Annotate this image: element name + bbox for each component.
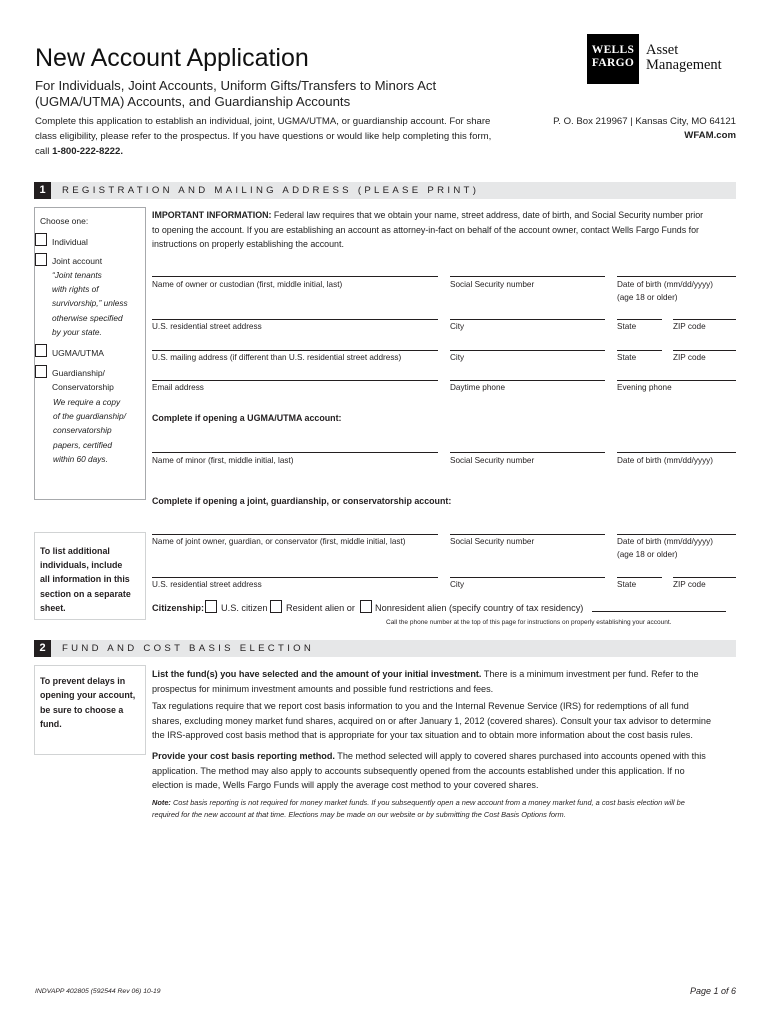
mailing-state-label: State [617, 353, 637, 362]
cost-basis-note: Note: Cost basis reporting is not required for money market funds. If you subsequently open a new account from a money market fund, a cost basis election will be required for the new account at that time. Elections may be made on our website or by submitting the Cost Basis Options form. [152, 798, 685, 819]
website[interactable]: WFAM.com [684, 130, 736, 141]
cost-basis-method-paragraph: Provide your cost basis reporting method. The method selected will apply to covered shares purchased into accounts opened with this application. The method may also apply to accounts subsequently opened from the accounts established under this application. If no election is made, Wells Fargo Funds will apply the average cost method to your covered shares. [152, 751, 706, 791]
state-line[interactable] [617, 319, 662, 320]
evening-phone-line[interactable] [617, 380, 736, 381]
owner-dob-label: Date of birth (mm/dd/yyyy) [617, 280, 713, 289]
form-identifier: INDVAPP 402805 (592544 Rev 06) 10-19 [35, 988, 161, 995]
guardianship-note: We require a copy of the guardianship/ conservatorship papers, certified within 60 days. [53, 397, 126, 464]
joint-state-label: State [617, 580, 637, 589]
joint-dob-line[interactable] [617, 534, 736, 535]
fund-selection-paragraph: List the fund(s) you have selected and the amount of your initial investment. There is a minimum investment per fund. Refer to the prospectus for minimum investment amounts and possible fund restrictions and fees. [152, 669, 699, 694]
owner-name-line[interactable] [152, 276, 438, 277]
nonresident-alien-checkbox[interactable] [360, 600, 372, 613]
tax-regulations-paragraph: Tax regulations require that we report cost basis information to you and the Internal Revenue Service (IRS) for redemptions of all fund shares, excluding money market fund shares, acquired on or after January 1, 2012 (covered shares). Consult your tax advisor to determine the IRS-approved cost basis method that is appropriate for your tax situation and to obtain more information about the cost basis rules. [152, 701, 712, 741]
mailing-zip-label: ZIP code [673, 353, 706, 362]
intro-line-3: call 1-800-222-8222. [35, 146, 124, 157]
important-information: IMPORTANT INFORMATION: Federal law requires that we obtain your name, street address, date of birth, and Social Security number prior to opening the account. If you are establishing an account as attorney-in-fact on behalf of the account owner, contact Wells Fargo Funds for instructions on properly establishing the account. [152, 210, 704, 249]
minor-dob-line[interactable] [617, 452, 736, 453]
joint-state-line[interactable] [617, 577, 662, 578]
zip-line[interactable] [673, 319, 736, 320]
mailing-city-line[interactable] [450, 350, 605, 351]
minor-name-label: Name of minor (first, middle initial, last) [152, 456, 294, 465]
citizenship-label: Citizenship: [152, 603, 205, 613]
joint-name-line[interactable] [152, 534, 438, 535]
section-2-number: 2 [34, 640, 51, 657]
mailing-address-label: U.S. mailing address (if different than U.S. residential street address) [152, 353, 402, 362]
intro-line-1: Complete this application to establish an individual, joint, UGMA/UTMA, or guardianship account. For share [35, 116, 491, 127]
joint-city-line[interactable] [450, 577, 605, 578]
resident-alien-checkbox[interactable] [270, 600, 282, 613]
us-citizen-label: U.S. citizen [221, 603, 268, 613]
us-citizen-checkbox[interactable] [205, 600, 217, 613]
joint-name-label: Name of joint owner, guardian, or conservator (first, middle initial, last) [152, 537, 406, 546]
owner-dob-line[interactable] [617, 276, 736, 277]
guardianship-checkbox[interactable] [35, 365, 47, 378]
state-label: State [617, 322, 637, 331]
owner-ssn-label: Social Security number [450, 280, 535, 289]
minor-name-line[interactable] [152, 452, 438, 453]
joint-account-checkbox[interactable] [35, 253, 47, 266]
prevent-delays-note: To prevent delays in opening your account, be sure to choose a fund. [40, 676, 136, 729]
subtitle-line-1: For Individuals, Joint Accounts, Uniform Gifts/Transfers to Minors Act [35, 78, 437, 93]
joint-street-label: U.S. residential street address [152, 580, 262, 589]
section-1-title: REGISTRATION AND MAILING ADDRESS (PLEASE PRINT) [62, 185, 480, 196]
evening-phone-label: Evening phone [617, 383, 672, 392]
joint-zip-label: ZIP code [673, 580, 706, 589]
tax-residency-country-line[interactable] [592, 611, 726, 612]
wells-fargo-logo: WELLS FARGO [587, 34, 639, 84]
joint-heading: Complete if opening a joint, guardianship, or conservatorship account: [152, 496, 452, 506]
minor-dob-label: Date of birth (mm/dd/yyyy) [617, 456, 713, 465]
ugma-utma-checkbox[interactable] [35, 344, 47, 357]
owner-ssn-line[interactable] [450, 276, 605, 277]
subtitle-line-2: (UGMA/UTMA) Accounts, and Guardianship Accounts [35, 94, 351, 109]
asset-management-logo-text: Asset Management [646, 42, 722, 73]
choose-one-label: Choose one: [40, 216, 89, 226]
owner-age-note: (age 18 or older) [617, 293, 678, 302]
guardianship-label: Guardianship/ [52, 368, 105, 378]
city-line[interactable] [450, 319, 605, 320]
additional-individuals-note: To list additional individuals, include all information in this section on a separate sheet. [40, 546, 131, 613]
joint-ssn-line[interactable] [450, 534, 605, 535]
individual-checkbox[interactable] [35, 233, 47, 246]
mailing-state-line[interactable] [617, 350, 662, 351]
ugma-heading: Complete if opening a UGMA/UTMA account: [152, 413, 342, 423]
section-1-number: 1 [34, 182, 51, 199]
phone-number[interactable]: 1-800-222-8222. [52, 146, 124, 157]
section-2-title: FUND AND COST BASIS ELECTION [62, 643, 315, 654]
street-address-line[interactable] [152, 319, 438, 320]
joint-account-note: “Joint tenants with rights of survivorship,” unless otherwise specified by your state. [52, 270, 128, 337]
page-title: New Account Application [35, 44, 309, 72]
joint-zip-line[interactable] [673, 577, 736, 578]
street-address-label: U.S. residential street address [152, 322, 262, 331]
mailing-address: P. O. Box 219967 | Kansas City, MO 64121 [553, 116, 736, 127]
owner-name-label: Name of owner or custodian (first, middle initial, last) [152, 280, 343, 289]
mailing-zip-line[interactable] [673, 350, 736, 351]
mailing-city-label: City [450, 353, 465, 362]
individual-label: Individual [52, 237, 88, 247]
joint-age-note: (age 18 or older) [617, 550, 678, 559]
daytime-phone-label: Daytime phone [450, 383, 506, 392]
joint-dob-label: Date of birth (mm/dd/yyyy) [617, 537, 713, 546]
joint-ssn-label: Social Security number [450, 537, 535, 546]
page-number: Page 1 of 6 [689, 986, 736, 996]
ugma-utma-label: UGMA/UTMA [52, 348, 104, 358]
minor-ssn-label: Social Security number [450, 456, 535, 465]
daytime-phone-line[interactable] [450, 380, 605, 381]
zip-label: ZIP code [673, 322, 706, 331]
joint-street-line[interactable] [152, 577, 438, 578]
minor-ssn-line[interactable] [450, 452, 605, 453]
email-line[interactable] [152, 380, 438, 381]
city-label: City [450, 322, 465, 331]
joint-city-label: City [450, 580, 465, 589]
nonresident-alien-label: Nonresident alien (specify country of tax residency) [375, 603, 584, 613]
joint-account-label: Joint account [52, 256, 103, 266]
intro-line-2: class eligibility, please refer to the prospectus. If you have questions or would like help completing this form, [35, 131, 492, 142]
citizenship-note: Call the phone number at the top of this page for instructions on properly establishing your account. [386, 619, 672, 626]
resident-alien-label: Resident alien or [286, 603, 355, 613]
mailing-address-line[interactable] [152, 350, 438, 351]
email-label: Email address [152, 383, 204, 392]
conservatorship-label: Conservatorship [52, 382, 114, 392]
